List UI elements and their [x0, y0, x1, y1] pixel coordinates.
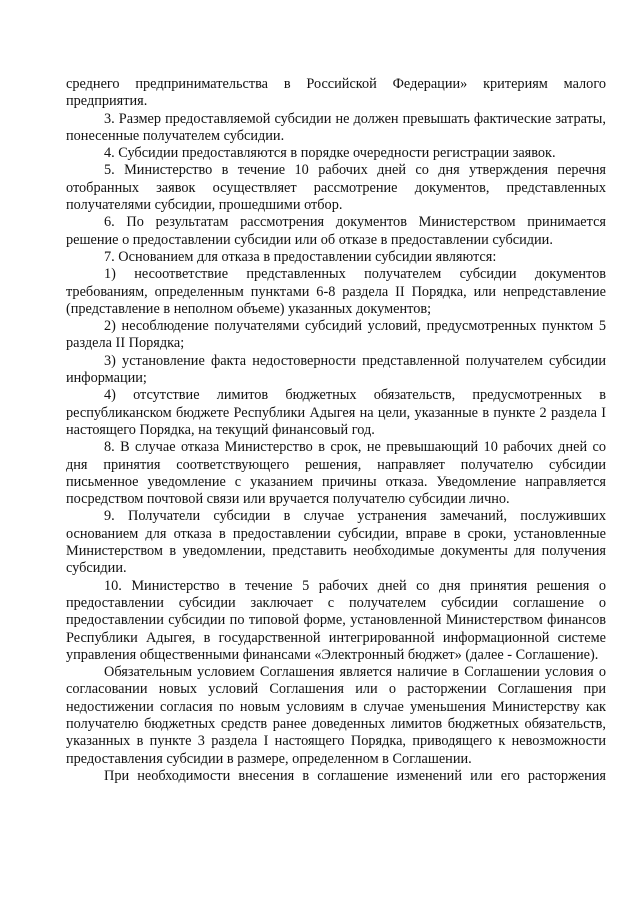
- paragraph-agreement-condition: Обязательным условием Соглашения является наличие в Соглашении условия о согласовании новых условий Соглашения или о расторжении Соглашения при недостижении согласия по новым условиям в случае уменьшения Министерству как получателю бюджетных средств ранее доведенных лимитов бюджетных обязательств, указанных в пункте 3 раздела I настоящего Порядка, приводящего к невозможности предоставления субсидии в размере, определенном в Соглашении.: [66, 664, 606, 767]
- paragraph-item-7: 7. Основанием для отказа в предоставлении субсидии являются:: [104, 248, 497, 265]
- paragraph-item-8: 8. В случае отказа Министерство в срок, не превышающий 10 рабочих дней со дня принятия соответствующего решения, направляет получателю субсидии письменное уведомление с указанием причины отказа. Уведомление направляется посредством почтовой связи или вручается получателю субсидии лично.: [66, 439, 606, 508]
- paragraph-subitem-3: 3) установление факта недостоверности представленной получателем субсидии информации;: [66, 352, 606, 387]
- paragraph-item-4: 4. Субсидии предоставляются в порядке очередности регистрации заявок.: [104, 145, 556, 162]
- paragraph-amendment: При необходимости внесения в соглашение изменений или его расторжения: [104, 767, 606, 784]
- paragraph-continuation: среднего предпринимательства в Российской Федерации» критериям малого предприятия.: [66, 76, 606, 110]
- paragraph-item-6: 6. По результатам рассмотрения документов Министерством принимается решение о предоставлении субсидии или об отказе в предоставлении субсидии.: [66, 214, 606, 248]
- paragraph-item-10: 10. Министерство в течение 5 рабочих дней со дня принятия решения о предоставлении субсидии заключает с получателем субсидии соглашение о предоставлении субсидии по типовой форме, установленной Министерством финансов Республики Адыгея, в государственной интегрированной информационной системе управления общественными финансами «Электронный бюджет» (далее - Соглашение).: [66, 577, 606, 663]
- paragraph-subitem-1: 1) несоответствие представленных получателем субсидии документов требованиям, определенным пунктами 6-8 раздела II Порядка, или непредставление (представление в неполном объеме) указанных документов;: [66, 266, 606, 317]
- paragraph-item-3: 3. Размер предоставляемой субсидии не должен превышать фактические затраты, понесенные получателем субсидии.: [66, 110, 606, 144]
- paragraph-item-9: 9. Получатели субсидии в случае устранения замечаний, послуживших основанием для отказа в предоставлении субсидии, вправе в сроки, установленные Министерством в уведомлении, представить необходимые документы для получения субсидии.: [66, 508, 606, 577]
- document-body: [66, 76, 606, 785]
- paragraph-item-5: 5. Министерство в течение 10 рабочих дней со дня утверждения перечня отобранных заявок осуществляет рассмотрение документов, представленных получателями субсидии, прошедшими отбор.: [66, 162, 606, 214]
- paragraph-subitem-2: 2) несоблюдение получателями субсидий условий, предусмотренных пунктом 5 раздела II Порядка;: [66, 318, 606, 352]
- paragraph-subitem-4: 4) отсутствие лимитов бюджетных обязательств, предусмотренных в республиканском бюджете Республики Адыгея на цели, указанные в пункте 2 раздела I настоящего Порядка, на текущий финансовый год.: [66, 387, 606, 438]
